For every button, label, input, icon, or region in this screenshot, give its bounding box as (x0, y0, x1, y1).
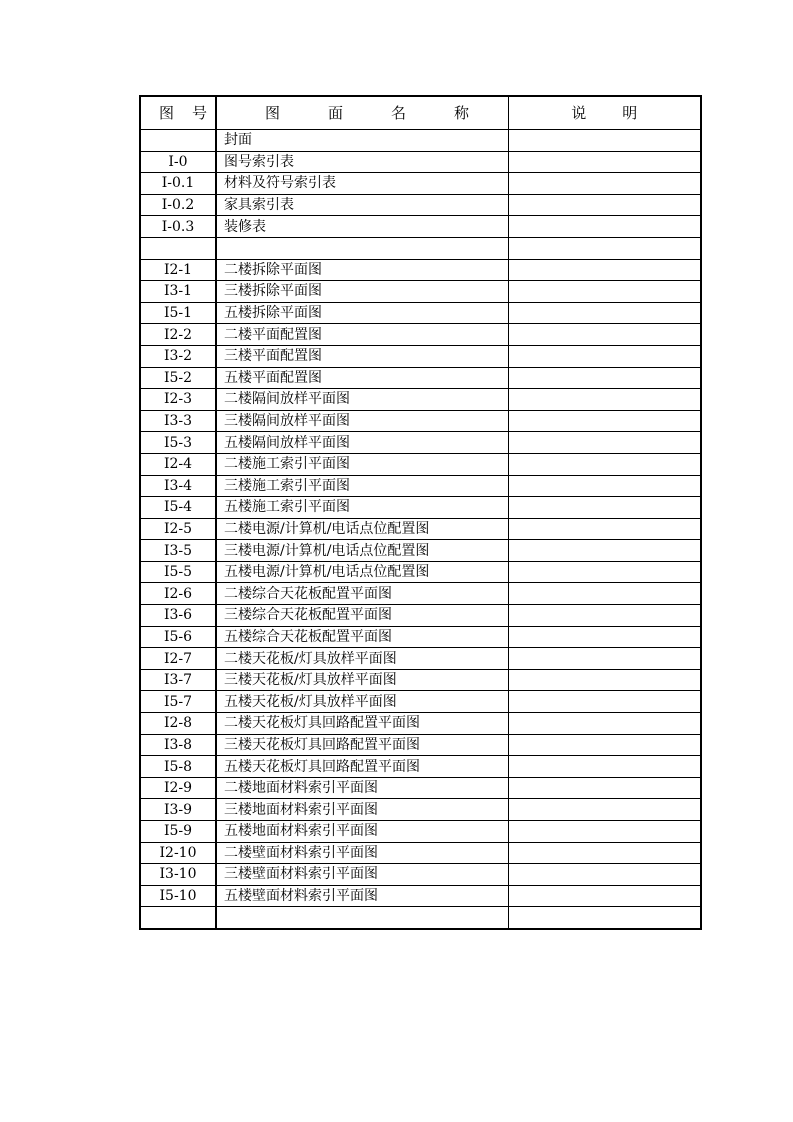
drawing-name-cell: 二楼地面材料索引平面图 (216, 777, 508, 799)
note-cell (508, 605, 701, 627)
table-row (140, 691, 701, 713)
note-cell (508, 475, 701, 497)
drawing-number-cell: I3-5 (140, 540, 216, 562)
note-cell (508, 173, 701, 195)
table-row (140, 389, 701, 411)
table-row (140, 518, 701, 540)
drawing-name-cell: 五楼隔间放样平面图 (216, 432, 508, 454)
note-cell (508, 237, 701, 259)
note-cell (508, 216, 701, 238)
drawing-number-cell (140, 130, 216, 152)
table-row (140, 216, 701, 238)
drawing-number-cell: I-0.2 (140, 194, 216, 216)
drawing-name-cell: 五楼天花板灯具回路配置平面图 (216, 756, 508, 778)
table-row (140, 432, 701, 454)
drawing-number-cell: I5-6 (140, 626, 216, 648)
drawing-name-cell: 二楼综合天花板配置平面图 (216, 583, 508, 605)
table-row (140, 194, 701, 216)
table-row (140, 626, 701, 648)
drawing-number-cell: I-0.1 (140, 173, 216, 195)
table-row (140, 821, 701, 843)
drawing-name-cell: 二楼天花板灯具回路配置平面图 (216, 713, 508, 735)
drawing-number-cell: I5-8 (140, 756, 216, 778)
note-cell (508, 367, 701, 389)
drawing-name-cell: 二楼壁面材料索引平面图 (216, 842, 508, 864)
drawing-number-cell: I5-2 (140, 367, 216, 389)
drawing-name-cell: 五楼施工索引平面图 (216, 497, 508, 519)
drawing-number-cell: I5-7 (140, 691, 216, 713)
drawing-name-cell: 三楼隔间放样平面图 (216, 410, 508, 432)
table-row (140, 173, 701, 195)
drawing-number-cell: I3-9 (140, 799, 216, 821)
drawing-number-cell: I5-3 (140, 432, 216, 454)
note-cell (508, 281, 701, 303)
note-cell (508, 130, 701, 152)
table-row (140, 756, 701, 778)
drawing-name-cell: 三楼天花板灯具回路配置平面图 (216, 734, 508, 756)
drawing-name-cell: 五楼壁面材料索引平面图 (216, 885, 508, 907)
table-row (140, 648, 701, 670)
drawing-number-cell: I5-1 (140, 302, 216, 324)
drawing-number-cell: I2-2 (140, 324, 216, 346)
table-row (140, 324, 701, 346)
table-row (140, 302, 701, 324)
drawing-name-cell: 五楼平面配置图 (216, 367, 508, 389)
note-cell (508, 885, 701, 907)
table-body (140, 130, 701, 929)
drawing-number-cell: I3-10 (140, 864, 216, 886)
drawing-name-cell: 三楼地面材料索引平面图 (216, 799, 508, 821)
drawing-number-cell: I5-10 (140, 885, 216, 907)
drawing-number-cell: I2-7 (140, 648, 216, 670)
drawing-name-cell: 二楼拆除平面图 (216, 259, 508, 281)
header-drawing-name: 图面名称 (216, 96, 508, 130)
drawing-name-cell: 三楼天花板/灯具放样平面图 (216, 669, 508, 691)
table-row (140, 583, 701, 605)
table-row (140, 885, 701, 907)
drawing-number-cell (140, 237, 216, 259)
table-row (140, 669, 701, 691)
header-note: 说明 (508, 96, 701, 130)
table-header-row (140, 96, 701, 130)
note-cell (508, 194, 701, 216)
drawing-name-cell (216, 237, 508, 259)
table-row (140, 281, 701, 303)
drawing-number-cell (140, 907, 216, 929)
drawing-name-cell: 五楼地面材料索引平面图 (216, 821, 508, 843)
drawing-name-cell: 三楼壁面材料索引平面图 (216, 864, 508, 886)
table-row (140, 605, 701, 627)
table-row (140, 777, 701, 799)
drawing-number-cell: I3-8 (140, 734, 216, 756)
drawing-name-cell: 二楼隔间放样平面图 (216, 389, 508, 411)
note-cell (508, 864, 701, 886)
drawing-number-cell: I2-5 (140, 518, 216, 540)
drawing-number-cell: I5-9 (140, 821, 216, 843)
table-row (140, 907, 701, 929)
table-row (140, 842, 701, 864)
drawing-number-cell: I2-9 (140, 777, 216, 799)
table-row (140, 237, 701, 259)
drawing-number-cell: I3-4 (140, 475, 216, 497)
table-row (140, 453, 701, 475)
drawing-name-cell: 封面 (216, 130, 508, 152)
drawing-name-cell: 三楼拆除平面图 (216, 281, 508, 303)
table-row (140, 864, 701, 886)
note-cell (508, 410, 701, 432)
drawing-name-cell: 二楼天花板/灯具放样平面图 (216, 648, 508, 670)
table-row (140, 475, 701, 497)
drawing-name-cell (216, 907, 508, 929)
drawing-index-sheet (139, 95, 700, 930)
drawing-number-cell: I3-3 (140, 410, 216, 432)
note-cell (508, 540, 701, 562)
note-cell (508, 821, 701, 843)
note-cell (508, 518, 701, 540)
note-cell (508, 691, 701, 713)
drawing-name-cell: 五楼拆除平面图 (216, 302, 508, 324)
drawing-name-cell: 三楼施工索引平面图 (216, 475, 508, 497)
table-row (140, 799, 701, 821)
table-row (140, 259, 701, 281)
note-cell (508, 389, 701, 411)
drawing-number-cell: I-0.3 (140, 216, 216, 238)
note-cell (508, 907, 701, 929)
drawing-number-cell: I3-2 (140, 345, 216, 367)
drawing-number-cell: I3-6 (140, 605, 216, 627)
drawing-name-cell: 三楼电源/计算机/电话点位配置图 (216, 540, 508, 562)
note-cell (508, 756, 701, 778)
note-cell (508, 561, 701, 583)
drawing-number-cell: I2-3 (140, 389, 216, 411)
table-row (140, 540, 701, 562)
drawing-number-cell: I5-5 (140, 561, 216, 583)
drawing-number-cell: I3-7 (140, 669, 216, 691)
note-cell (508, 842, 701, 864)
table-row (140, 713, 701, 735)
table-row (140, 367, 701, 389)
drawing-name-cell: 二楼施工索引平面图 (216, 453, 508, 475)
drawing-name-cell: 五楼天花板/灯具放样平面图 (216, 691, 508, 713)
note-cell (508, 799, 701, 821)
table-row (140, 345, 701, 367)
drawing-number-cell: I2-4 (140, 453, 216, 475)
drawing-name-cell: 三楼平面配置图 (216, 345, 508, 367)
table-row (140, 561, 701, 583)
note-cell (508, 734, 701, 756)
note-cell (508, 583, 701, 605)
note-cell (508, 777, 701, 799)
note-cell (508, 453, 701, 475)
table-row (140, 151, 701, 173)
note-cell (508, 432, 701, 454)
drawing-number-cell: I-0 (140, 151, 216, 173)
drawing-number-cell: I5-4 (140, 497, 216, 519)
drawing-name-cell: 三楼综合天花板配置平面图 (216, 605, 508, 627)
drawing-name-cell: 家具索引表 (216, 194, 508, 216)
note-cell (508, 302, 701, 324)
note-cell (508, 669, 701, 691)
drawing-index-table (139, 95, 702, 930)
table-row (140, 497, 701, 519)
drawing-number-cell: I2-8 (140, 713, 216, 735)
note-cell (508, 648, 701, 670)
note-cell (508, 713, 701, 735)
drawing-name-cell: 图号索引表 (216, 151, 508, 173)
note-cell (508, 259, 701, 281)
note-cell (508, 324, 701, 346)
drawing-number-cell: I2-6 (140, 583, 216, 605)
table-row (140, 410, 701, 432)
drawing-number-cell: I2-1 (140, 259, 216, 281)
note-cell (508, 497, 701, 519)
table-row (140, 130, 701, 152)
drawing-name-cell: 二楼平面配置图 (216, 324, 508, 346)
table-row (140, 734, 701, 756)
note-cell (508, 345, 701, 367)
note-cell (508, 151, 701, 173)
drawing-name-cell: 材料及符号索引表 (216, 173, 508, 195)
drawing-name-cell: 装修表 (216, 216, 508, 238)
drawing-name-cell: 五楼电源/计算机/电话点位配置图 (216, 561, 508, 583)
header-drawing-number: 图号 (140, 96, 216, 130)
note-cell (508, 626, 701, 648)
drawing-number-cell: I2-10 (140, 842, 216, 864)
drawing-number-cell: I3-1 (140, 281, 216, 303)
drawing-name-cell: 五楼综合天花板配置平面图 (216, 626, 508, 648)
drawing-name-cell: 二楼电源/计算机/电话点位配置图 (216, 518, 508, 540)
